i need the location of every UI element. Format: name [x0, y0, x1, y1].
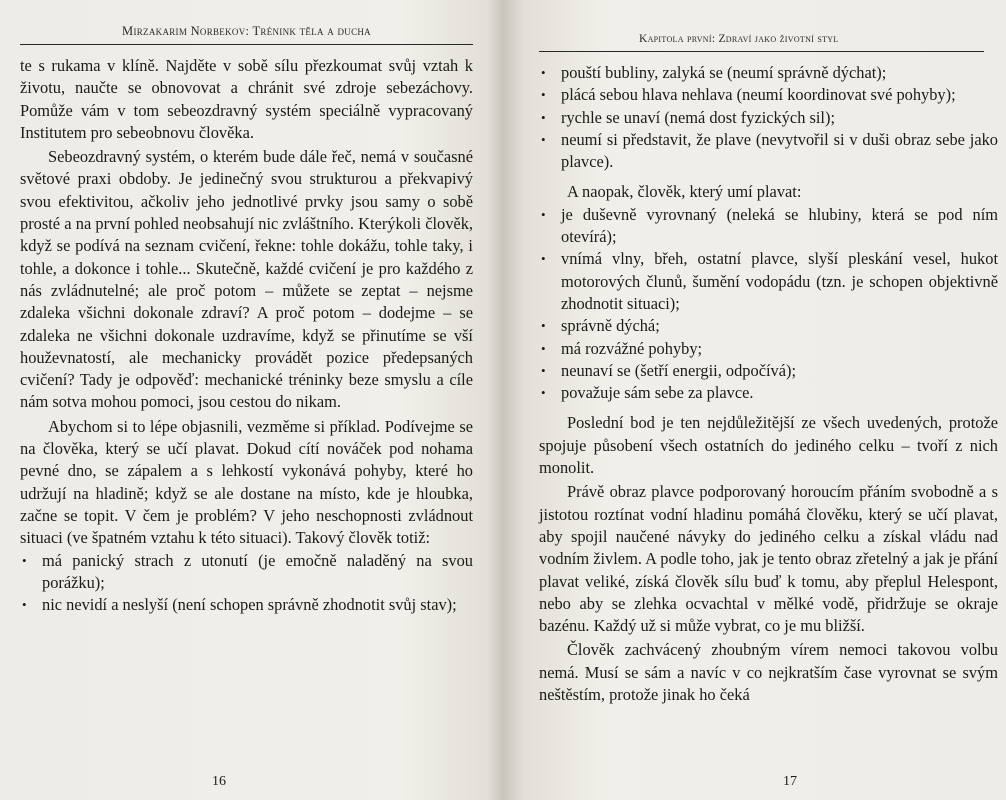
list-item-text: považuje sám sebe za plavce. — [561, 383, 754, 403]
paragraph: Abychom si to lépe objasnili, vezměme si příklad. Podívejme se na člověka, který se učí plavat. Dokud cítí nováček pod nohama pevné dno, se zápalem a s lehkostí vykonává pohyby, které ho udržují na hladině; když se ale dostane na místo, kde je hloubka, začne se topit. V čem je problém? V jeho neschopnosti zvládnout situaci (ve špatném vztahu k této situaci). Takový člověk totiž: — [20, 416, 473, 548]
bullet-icon: • — [541, 131, 546, 147]
paragraph: te s rukama v klíně. Najděte v sobě sílu přezkoumat svůj vztah k životu, naučte se obnovovat a chránit své zdroje sebezáchovy. Pomůže vám v tom sebeozdravný systém speciálně vypracovaný Institutem pro sebeobnovu člověka. — [20, 56, 473, 142]
list-item — [539, 84, 998, 106]
paragraph: Člověk zachvácený zhoubným vírem nemoci takovou volbu nemá. Musí se sám a navíc v co nejkratším čase vyrovnat se svým neštěstím, protože jinak ho čeká — [539, 640, 998, 705]
list-item — [539, 382, 998, 404]
list-item-text: správně dýchá; — [561, 316, 660, 336]
bullet-icon: • — [541, 206, 546, 222]
paragraph: A naopak, člověk, který umí plavat: — [567, 182, 802, 202]
paragraph: Poslední bod je ten nejdůležitější ze všech uvedených, protože spojuje působení všech ostatních do jediného celku – tvoří z nich monolit. — [539, 413, 998, 478]
list-item — [539, 107, 998, 129]
bullet-icon: • — [541, 65, 546, 80]
left-running-head: Mirzakarim Norbekov: Trénink těla a ducha — [122, 24, 371, 38]
list-item-text: je duševně vyrovnaný (neleká se hlubiny, která se pod ním otevírá); — [561, 204, 998, 247]
right-head-rule — [539, 51, 984, 52]
bullet-list — [20, 550, 473, 617]
bullet-icon: • — [541, 340, 546, 356]
bullet-icon: • — [541, 318, 546, 334]
paragraph: Právě obraz plavce podporovaný horoucím přáním svobodně a s jistotou roztínat vodní hladinu pomáhá člověku, který se učí plavat, aby spojil naučené návyky do jediného celku a získal vládu nad vodním živlem. A podle toho, jak je tento obraz zřetelný a jak je přání plavat veliké, získá člověk sílu buď k tomu, aby přeplul Helespont, nebo aby se zlehka ocvachtal v mělké vodě, přidržuje se okraje bazénu. Každý už si může vybrat, co je mu bližší. — [539, 482, 998, 636]
bullet-icon: • — [22, 597, 27, 613]
list-item — [539, 315, 998, 337]
bullet-icon: • — [541, 362, 546, 378]
list-item-text: pouští bubliny, zalyká se (neumí správně dýchat); — [561, 63, 887, 82]
bullet-icon: • — [541, 251, 546, 267]
list-item-text: má rozvážné pohyby; — [561, 338, 703, 358]
right-body-text — [539, 62, 998, 706]
right-running-head: Kapitola první: Zdraví jako životní styl — [639, 33, 839, 45]
list-item-text: neumí si představit, že plave (nevytvořil si v duši obraz sebe jako plavce). — [561, 129, 998, 172]
right-page-number: 17 — [783, 774, 797, 789]
bullet-icon: • — [541, 385, 546, 401]
list-item — [539, 204, 998, 249]
list-item — [539, 360, 998, 382]
list-item-text: má panický strach z utonutí (je emočně naladěný na svou porážku); — [42, 550, 473, 592]
list-item — [20, 550, 473, 595]
list-item — [20, 594, 473, 616]
list-item — [539, 129, 998, 174]
list-item — [539, 338, 998, 360]
list-item-text: vnímá vlny, břeh, ostatní plavce, slyší pleskání vesel, hukot motorových člunů, šumění vodopádu (tzn. je schopen objektivně zhodnotit situaci); — [561, 249, 998, 313]
bullet-list — [539, 204, 998, 405]
bullet-icon: • — [541, 109, 546, 125]
left-body-text — [20, 55, 473, 616]
list-item — [539, 62, 998, 84]
left-page-number: 16 — [212, 774, 226, 789]
list-item — [539, 248, 998, 315]
list-item-text: neunaví se (šetří energii, odpočívá); — [561, 360, 797, 380]
bullet-icon: • — [541, 87, 546, 103]
bullet-list — [539, 62, 998, 173]
left-head-rule — [20, 44, 473, 45]
list-item-text: nic nevidí a neslyší (není schopen správně zhodnotit svůj stav); — [42, 595, 457, 615]
list-item-text: rychle se unaví (nemá dost fyzických sil); — [561, 107, 835, 127]
bullet-icon: • — [22, 552, 27, 568]
right-page — [503, 0, 1006, 800]
paragraph: Sebeozdravný systém, o kterém bude dále řeč, nemá v současné světové praxi obdoby. Je jedinečný svou strukturou a překvapivý svou efektivitou, ačkoliv jeho jednotlivé prvky jsou samy o sobě prosté a na první pohled neobsahují nic zvláštního. Kterýkoli člověk, když se podívá na seznam cvičení, řekne: tohle dokážu, tohle taky, i tohle, a dokonce i tohle... Skutečně, každé cvičení je pro každého z nás zvládnutelné; ale proč potom – můžete se zeptat – nejsme zdaleka všichni dokonale zdraví? A proč potom – dodejme – se zdaleka ne všichni dokonale uzdravíme, když se přinutíme se vší houževnatostí, ale mechanicky provádět pozice předepsaných cvičení? Tady je odpověď: mechanické tréninky beze smyslu a cíle nám sotva mohou pomoci, jsou cestou do nikam. — [20, 147, 473, 412]
list-item-text: plácá sebou hlava nehlava (neumí koordinovat své pohyby); — [561, 85, 956, 105]
